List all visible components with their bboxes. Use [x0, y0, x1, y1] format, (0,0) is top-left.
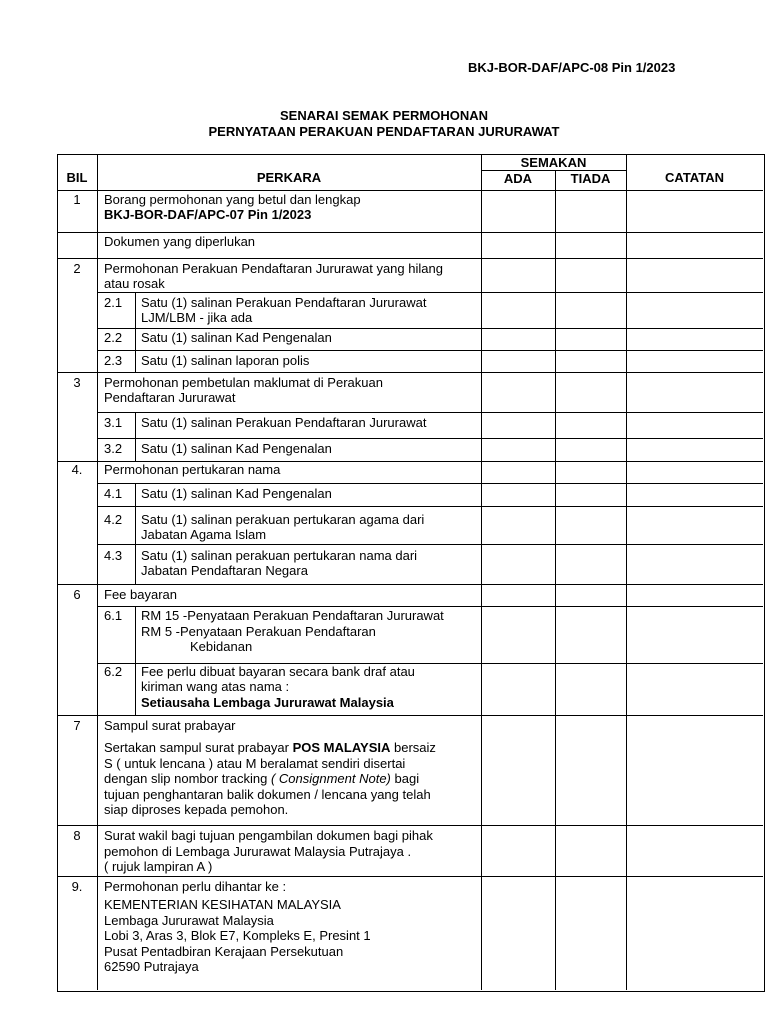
item-text: Sampul surat prabayar [104, 718, 236, 733]
fee-line: Kebidanan [190, 639, 253, 654]
col-divider [481, 154, 482, 990]
address-line: Lobi 3, Aras 3, Blok E7, Kompleks E, Presint 1 [104, 928, 371, 943]
row-divider [57, 584, 763, 585]
row-divider [97, 412, 763, 413]
row-divider [57, 876, 763, 877]
row-divider [97, 438, 763, 439]
subitem-text: kiriman wang atas nama : [141, 679, 290, 694]
item-text: ( rujuk lampiran A ) [104, 859, 213, 874]
row-divider [97, 292, 763, 293]
row-divider [97, 606, 763, 607]
item-text: Borang permohonan yang betul dan lengkap [104, 192, 361, 207]
row-divider [57, 372, 763, 373]
row-divider [57, 825, 763, 826]
item-text: Surat wakil bagi tujuan pengambilan dokumen bagi pihak [104, 828, 433, 843]
row-number: 6 [73, 587, 81, 602]
item-text: Permohonan pembetulan maklumat di Perakuan [104, 375, 383, 390]
address-line: Pusat Pentadbiran Kerajaan Persekutuan [104, 944, 344, 959]
subitem-text: LJM/LBM - jika ada [141, 310, 253, 325]
subitem-text: Jabatan Agama Islam [141, 527, 267, 542]
item-text: Permohonan Perakuan Pendaftaran Jururawat yang hilang [104, 261, 443, 276]
document-reference: BKJ-BOR-DAF/APC-08 Pin 1/2023 [468, 60, 676, 75]
text-span: Sertakan sampul surat prabayar [104, 740, 293, 755]
item-text: pemohon di Lembaga Jururawat Malaysia Putrajaya . [104, 844, 412, 859]
title-line-2: PERNYATAAN PERAKUAN PENDAFTARAN JURURAWAT [208, 124, 560, 139]
subitem-text: Satu (1) salinan Kad Pengenalan [141, 330, 332, 345]
header-catatan: CATATAN [665, 170, 724, 185]
item-text: S ( untuk lencana ) atau M beralamat sendiri disertai [104, 756, 406, 771]
header-semakan: SEMAKAN [520, 155, 587, 170]
item-text: Fee bayaran [104, 587, 177, 602]
header-bil: BIL [66, 170, 88, 185]
subnum-divider [135, 412, 136, 461]
header-perkara: PERKARA [256, 170, 322, 185]
payee-name: Setiausaha Lembaga Jururawat Malaysia [141, 695, 394, 710]
row-divider [57, 190, 763, 191]
subitem-number: 4.2 [104, 512, 123, 527]
row-number: 9. [71, 879, 83, 894]
row-divider [57, 715, 763, 716]
form-reference: BKJ-BOR-DAF/APC-07 Pin 1/2023 [104, 207, 312, 222]
item-text: Permohonan pertukaran nama [104, 462, 281, 477]
item-text [104, 771, 419, 787]
subnum-divider [135, 606, 136, 715]
title-line-1: SENARAI SEMAK PERMOHONAN [279, 108, 488, 123]
item-text: tujuan penghantaran balik dokumen / lencana yang telah [104, 787, 431, 802]
item-text: siap diproses kepada pemohon. [104, 802, 289, 817]
row-divider [57, 258, 763, 259]
pos-malaysia-text: POS MALAYSIA [292, 740, 391, 755]
subitem-number: 6.2 [104, 664, 123, 679]
header-ada: ADA [503, 171, 533, 186]
row-number: 2 [73, 261, 81, 276]
subitem-number: 2.2 [104, 330, 123, 345]
subnum-divider [135, 483, 136, 584]
subitem-number: 3.2 [104, 441, 123, 456]
row-divider [97, 350, 763, 351]
row-number: 1 [73, 192, 81, 207]
row-divider [97, 544, 763, 545]
row-number: 4. [71, 462, 83, 477]
col-divider [97, 154, 98, 990]
row-divider [97, 483, 763, 484]
document-title [0, 108, 768, 140]
row-divider [57, 232, 763, 233]
fee-line: RM 15 -Penyataan Perakuan Pendaftaran Jururawat [141, 608, 444, 623]
subitem-number: 3.1 [104, 415, 123, 430]
text-span: bersaiz [390, 740, 436, 755]
row-number: 3 [73, 375, 81, 390]
address-line: 62590 Putrajaya [104, 959, 199, 974]
subitem-number: 6.1 [104, 608, 123, 623]
col-divider [626, 154, 627, 990]
subitem-text: Jabatan Pendaftaran Negara [141, 563, 308, 578]
subitem-number: 4.1 [104, 486, 123, 501]
subitem-number: 2.1 [104, 295, 123, 310]
subitem-number: 4.3 [104, 548, 123, 563]
subitem-text: Satu (1) salinan Kad Pengenalan [141, 441, 332, 456]
row-number: 7 [73, 718, 81, 733]
fee-line: RM 5 -Penyataan Perakuan Pendaftaran [141, 624, 376, 639]
row-divider [97, 328, 763, 329]
subitem-text: Satu (1) salinan laporan polis [141, 353, 310, 368]
item-text: Pendaftaran Jururawat [104, 390, 236, 405]
consignment-note-text: ( Consignment Note) [270, 771, 391, 786]
row-number: 8 [73, 828, 81, 843]
subitem-text: Satu (1) salinan perakuan pertukaran agama dari [141, 512, 425, 527]
subitem-text: Satu (1) salinan Kad Pengenalan [141, 486, 332, 501]
header-tiada: TIADA [570, 171, 611, 186]
row-divider [97, 506, 763, 507]
subitem-text: Satu (1) salinan Perakuan Pendaftaran Jururawat [141, 295, 427, 310]
section-label: Dokumen yang diperlukan [104, 234, 256, 249]
item-text [104, 740, 436, 756]
subitem-text: Satu (1) salinan Perakuan Pendaftaran Jururawat [141, 415, 427, 430]
text-span: dengan slip nombor tracking [104, 771, 271, 786]
address-line: KEMENTERIAN KESIHATAN MALAYSIA [104, 897, 341, 912]
text-span: bagi [390, 771, 420, 786]
item-text: Permohonan perlu dihantar ke : [104, 879, 287, 894]
subitem-text: Fee perlu dibuat bayaran secara bank draf atau [141, 664, 415, 679]
item-text: atau rosak [104, 276, 165, 291]
col-divider [555, 170, 556, 990]
subitem-number: 2.3 [104, 353, 123, 368]
subnum-divider [135, 292, 136, 372]
subitem-text: Satu (1) salinan perakuan pertukaran nama dari [141, 548, 418, 563]
address-line: Lembaga Jururawat Malaysia [104, 913, 274, 928]
